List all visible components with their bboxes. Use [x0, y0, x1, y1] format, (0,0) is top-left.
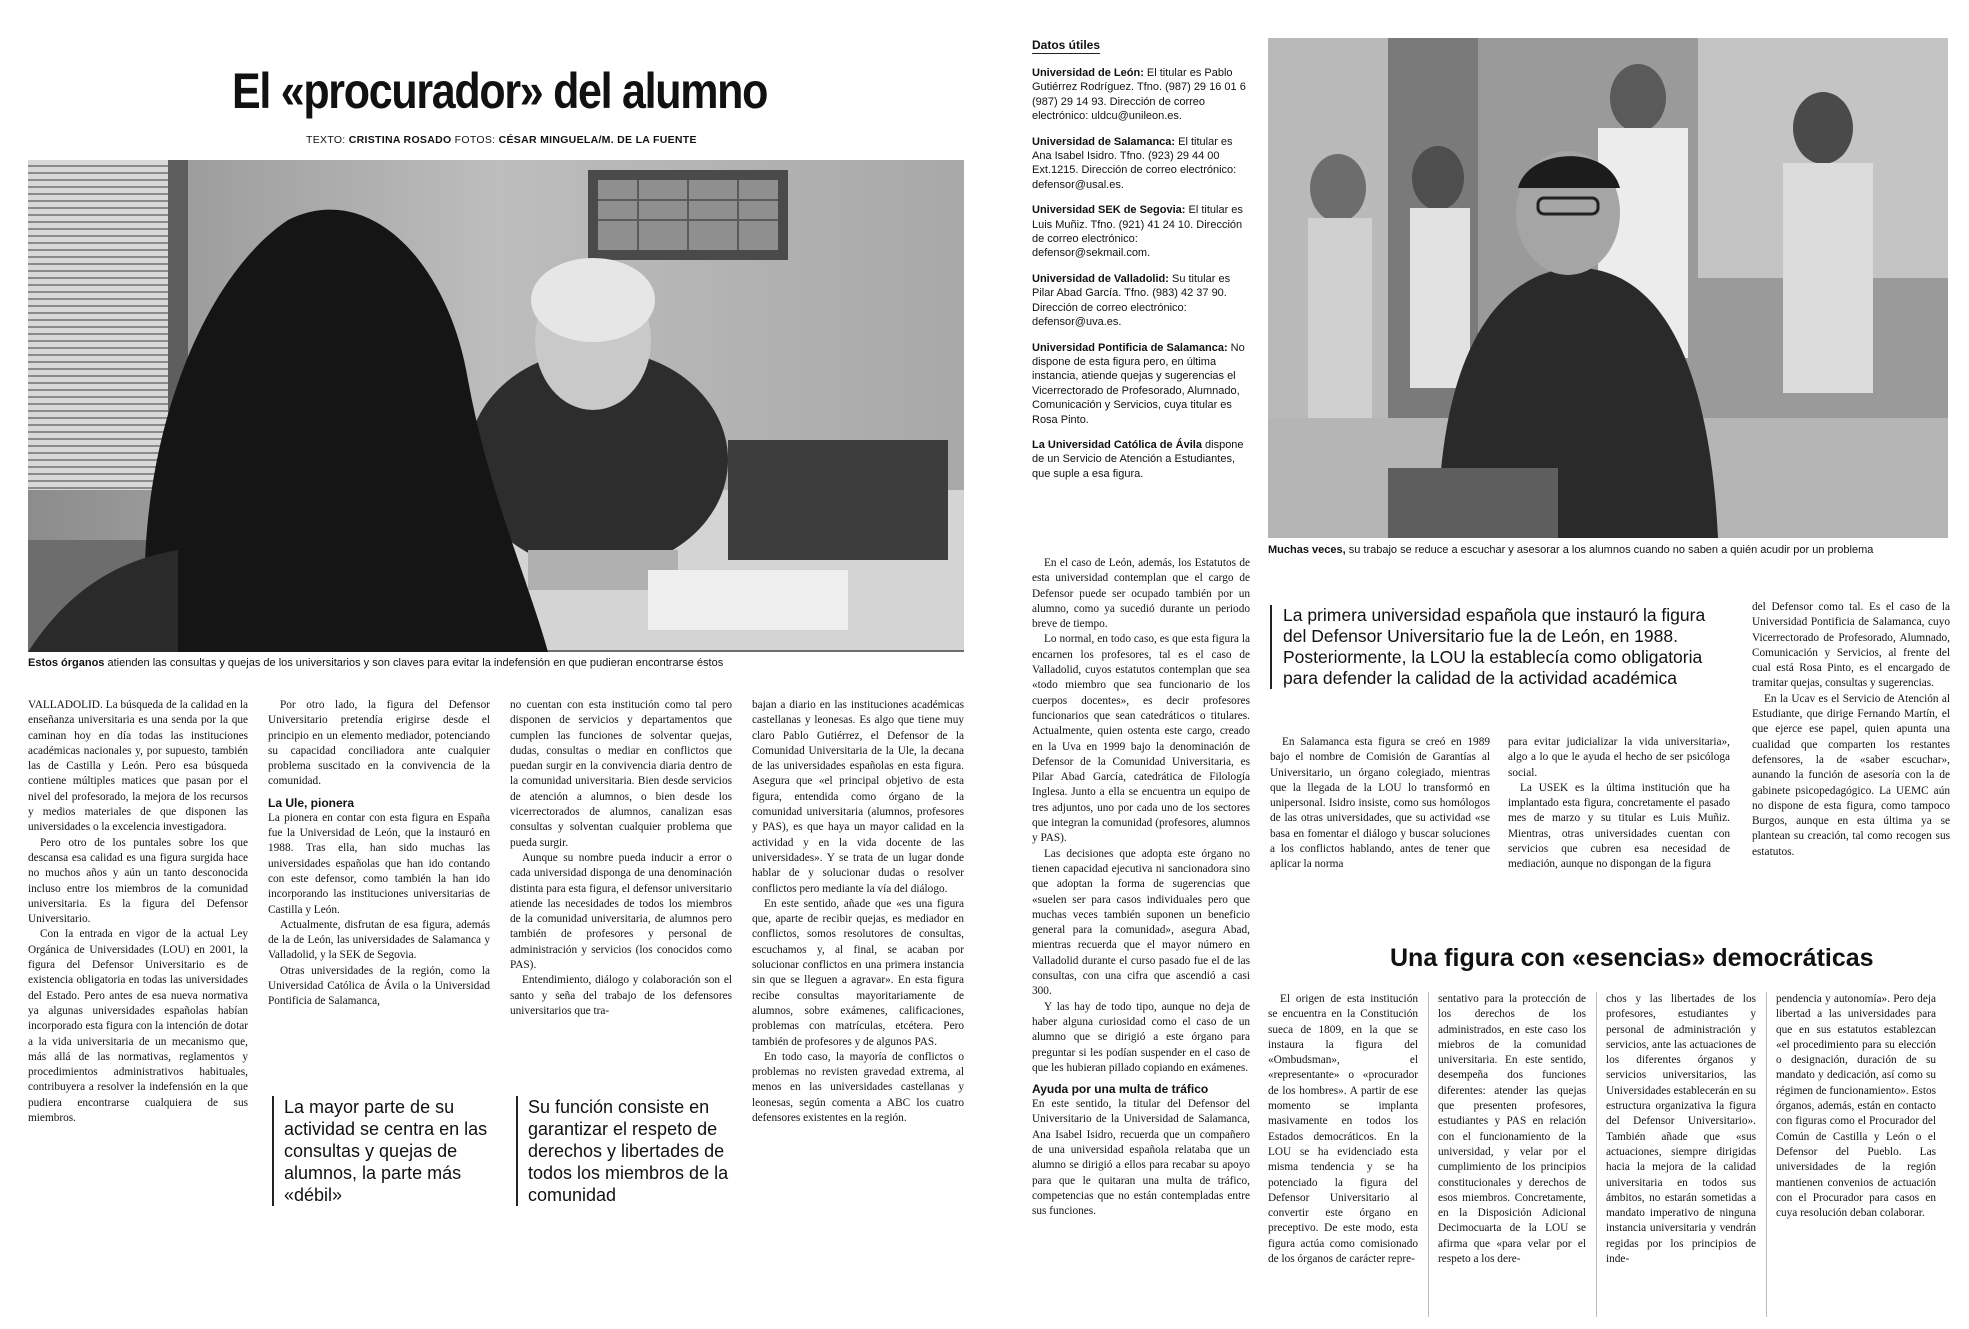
paragraph: Pero otro de los puntales sobre los que descansa esa calidad es una figura surgida hace no muchos años y aún un tanto desconocida incluso entre los miembros de la comunidad universitaria. Es la figura del Defensor Universitario.	[28, 836, 248, 926]
datos-entry-valladolid	[1032, 272, 1250, 330]
right-photo-caption	[1268, 544, 1873, 556]
paragraph: La pionera en contar con esta figura en España fue la Universidad de León, que la instauró en 1988. Tras ella, han sido muchas las universidades españolas que han ido contando con este defensor, como también la han ido incorporando las instituciones universitarias de Castilla y León.	[268, 811, 490, 916]
pull-quote-funcion: Su función consiste en garantizar el respeto de derechos y libertades de todos los miembros de la comunidad	[516, 1096, 742, 1206]
datos-name: Universidad Pontificia de Salamanca:	[1032, 341, 1228, 354]
paragraph: Aunque su nombre pueda inducir a error o cada universidad disponga de una denominación distinta para esta figura, el defensor universitario atiende las necesidades de todos los miembros de la comunidad universitaria, de alumnos pero también de profesores y personal de administración y servicios (los conocidos como PAS).	[510, 851, 732, 972]
paragraph: Otras universidades de la región, como la Universidad Católica de Ávila o la Universidad Pontificia de Salamanca,	[268, 964, 490, 1008]
right-caption-bold: Muchas veces,	[1268, 544, 1346, 556]
paragraph: En este sentido, añade que «es una figura que, aparte de recibir quejas, es mediador en conflictos, somos resolutores de consultas, escuchamos y, al final, se acaban por solucionar conflictos en una primera instancia sin que se lleguen a agravar». En esta figura recibe consultas mayoritariamente de alumnos, sobre exámenes, calificaciones, problemas con matrículas, etcétera. Pero también de profesores y de algunos PAS.	[752, 897, 964, 1048]
datos-utiles-box	[1032, 36, 1250, 492]
right-col-a	[1032, 556, 1250, 1219]
datos-entry-pontificia	[1032, 341, 1250, 427]
paragraph: El origen de esta institución se encuentra en la Constitución sueca de 1809, en la que se instaura la figura del «Ombudsman», el «representante» o «procurador de los hombres». A partir de ese momento se implanta masivamente en todos los Estados democráticos. En la LOU se ha evidenciado esta misma tendencia y se ha potenciado la figura del Defensor Universitario al convertir este órgano en preceptivo. De este modo, esta figura actúa como comisionado de los órganos de carácter repre-	[1268, 993, 1418, 1266]
paragraph: para evitar judicializar la vida universitaria», algo a lo que le ayuda el hecho de ser psicóloga social.	[1508, 736, 1730, 779]
datos-text: No dispone de esta figura pero, en última instancia, atiende quejas y sugerencias el Vicerrectorado de Profesorado, Alumnado, Comunicación y Servicios, cuya titular es Rosa Pinto.	[1032, 341, 1245, 426]
subhead-ule-pionera: La Ule, pionera	[268, 795, 355, 810]
left-col-3	[510, 698, 732, 1019]
datos-name: Universidad SEK de Segovia:	[1032, 204, 1186, 217]
paragraph: Y las hay de todo tipo, aunque no deja de haber alguna curiosidad como el caso de un alumno que se dirigió a este órgano para preguntar si les podían suspender en el caso de que les hubieran pillado copiando en exámenes.	[1032, 1000, 1250, 1074]
column-rule	[1766, 992, 1767, 1317]
paragraph: Actualmente, disfrutan de esa figura, además de la de León, las universidades de Salamanca y Valladolid, y la SEK de Segovia.	[268, 918, 490, 962]
left-col-1	[28, 698, 248, 1126]
esencias-col-4	[1776, 992, 1936, 1221]
left-photo-caption	[28, 657, 723, 669]
datos-text: El titular es Ana Isabel Isidro. Tfno. (923) 29 44 00 Ext.1215. Dirección de correo electrónico: defensor@usal.es.	[1032, 135, 1237, 191]
photo-defensor-with-students	[1268, 38, 1948, 538]
right-col-b	[1270, 735, 1490, 873]
paragraph: VALLADOLID. La búsqueda de la calidad en la enseñanza universitaria es una senda por la que caminan hoy en día todas las instituciones académicas nacionales y, por supuesto, también las de Castilla y León. Pero esa búsqueda contiene múltiples matices que pasan por el nivel del profesorado, la mejora de los recursos y medios materiales de que disponen las universidades o la excelencia investigadora.	[28, 699, 248, 834]
pull-quote-debil: La mayor parte de su actividad se centra en las consultas y quejas de alumnos, la parte más «débil»	[272, 1096, 492, 1206]
byline-texto-author: CRISTINA ROSADO	[348, 134, 452, 146]
paragraph: chos y las libertades de los profesores, estudiantes y personal de administración y servicios, ante las actuaciones de los diferentes órganos y servicios universitarios, las Universidades establecerán en su estructura organizativa la figura del Defensor Universitario». También añade que «sus actuaciones, siempre dirigidas hacia la mejora de la calidad universitaria en todos sus ámbitos, no estarán sometidas a mandato imperativo de ninguna instancia universitaria y vendrán regidas por los principios de inde-	[1606, 993, 1756, 1266]
photo-defensor-illustration	[1268, 38, 1948, 538]
paragraph: Entendimiento, diálogo y colaboración son el santo y seña del trabajo de los defensores universitarios que tra-	[510, 974, 732, 1017]
esencias-col-1	[1268, 992, 1418, 1267]
left-col-4	[752, 698, 964, 1125]
esencias-col-2	[1438, 992, 1586, 1267]
datos-name: Universidad de Salamanca:	[1032, 135, 1176, 148]
right-col-d	[1752, 600, 1950, 860]
paragraph: Las decisiones que adopta este órgano no tienen capacidad ejecutiva ni sancionadora sino que adoptan la forma de sugerencias que «suelen ser para casos individuales pero que muchas veces también suponen un beneficio general para la comunidad», asegura Abad, mientras recuerda que el mayor número en Valladolid durante el curso pasado fue el de las consultas, con una cifra que ascendió a casi 300.	[1032, 847, 1250, 998]
paragraph: La USEK es la última institución que ha implantado esta figura, concretamente el pasado mes de marzo y su titular es Luis Muñiz. Mientras, otras universidades cuentan con servicios que cubren esa necesidad de mediación, aunque no dispongan de la figura	[1508, 781, 1730, 871]
left-col-2	[268, 698, 490, 1010]
left-caption-bold: Estos órganos	[28, 657, 105, 669]
column-rule	[1596, 992, 1597, 1317]
paragraph: bajan a diario en las instituciones académicas castellanas y leonesas. Es algo que tiene muy claro Pablo Gutiérrez, el Defensor de la Comunidad Universitaria de la Ule, la decana de las universidades españolas en esta figura. Asegura que «el principal objetivo de esta figura, entendida como órgano de la comunidad universitaria (alumnos, profesores y PAS), es que haya un mayor calidad en la actividad y en la vida docente de las universidades». Y se trata de un lugar donde hablar de y solucionar dudas o resolver conflictos pero mediante la vía del diálogo.	[752, 699, 964, 895]
byline-fotos-label: FOTOS:	[451, 134, 499, 146]
paragraph: Con la entrada en vigor de la actual Ley Orgánica de Universidades (LOU) en 2001, la figura del Defensor Universitario es de existencia obligatoria en todas las universidades del Estado. Pero antes de esa nueva normativa ya algunas universidades españolas habían incorporado esta figura con la intención de dotar a la vida universitaria de un mecanismo que, más allá de las normativas, reglamentos y procedimientos administrativos habituales, contribuyera a resolver la indefensión en la que pudiera encontrarse cualquiera de sus miembros.	[28, 928, 248, 1125]
datos-text: El titular es Pablo Gutiérrez Rodríguez. Tfno. (987) 29 16 01 6 (987) 29 14 93. Dirección de correo electrónico: uldcu@unileon.es.	[1032, 67, 1246, 123]
esencias-title: Una figura con «esencias» democráticas	[1390, 944, 1874, 972]
paragraph: del Defensor como tal. Es el caso de la Universidad Pontificia de Salamanca, cuyo Vicerrectorado de Profesorado, Alumnado, Comunicación y Servicios, al frente del cual está Rosa Pinto, es el encargado de tramitar quejas, consultas y sugerencias.	[1752, 601, 1950, 690]
datos-text: dispone de un Servicio de Atención a Estudiantes, que suple a esa figura.	[1032, 438, 1244, 480]
left-caption-text: atienden las consultas y quejas de los universitarios y son claves para evitar la indefensión en que pudieran encontrarse éstos	[104, 657, 724, 669]
column-rule	[1428, 992, 1429, 1317]
datos-utiles-title: Datos útiles	[1032, 38, 1101, 52]
paragraph: En la Ucav es el Servicio de Atención al Estudiante, que dirige Fernando Martín, el que ejerce ese papel, quien apunta una cualidad que comparten los restantes defensores, la de «saber escuchar», aunando la función de asesoría con la de gabinete psicopedagógico. La UEMC aún no dispone de esta figura, como tampoco Burgos, aunque en esta última ya se plantean su creación, tal como recogen sus estatutos.	[1752, 692, 1950, 858]
paragraph: sentativo para la protección de los derechos de los administrados, en este caso los miebros de la comunidad universitaria. En este sentido, desempeña dos funciones diferentes: atender las quejas que presenten profesores, estudiantes y PAS en relación con el funcionamiento de la universidad, y velar por el cumplimiento de los principios constitucionales y derechos de esos miembros. Concretamente, en la Disposición Adicional Decimocuarta de la LOU se afirma que «para velar por el respeto a los dere-	[1438, 993, 1586, 1266]
paragraph: En todo caso, la mayoría de conflictos o problemas no revisten gravedad extrema, al menos en las universidades castellanas y leonesas, según comenta a ABC los cuatro defensores existentes en la región.	[752, 1050, 964, 1125]
byline-fotos-author: CÉSAR MINGUELA/M. DE LA FUENTE	[498, 134, 697, 146]
right-caption-text: su trabajo se reduce a escuchar y asesorar a los alumnos cuando no saben a quién acudir por un problema	[1345, 544, 1874, 556]
subhead-multa-trafico: Ayuda por una multa de tráfico	[1032, 1082, 1209, 1097]
paragraph: Por otro lado, la figura del Defensor Universitario pretendía erigirse desde el principio en un elemento mediador, potenciando su capacidad conciliadora ante cualquier problema suscitado en la convivencia de la comunidad.	[268, 699, 490, 788]
datos-entry-catolica	[1032, 438, 1250, 481]
byline-texto-label: TEXTO:	[306, 134, 349, 146]
datos-entry-salamanca	[1032, 135, 1250, 193]
right-col-c	[1508, 735, 1730, 873]
datos-text: El titular es Luis Muñiz. Tfno. (921) 41 24 10. Dirección de correo electrónico: defensor@sekmail.com.	[1032, 204, 1243, 260]
byline	[306, 134, 697, 146]
highlight-leon-pionera: La primera universidad española que instauró la figura del Defensor Universitario fue la de León, en 1988. Posteriormente, la LOU la establecía como obligatoria para defender la calidad de la actividad académica	[1270, 605, 1721, 689]
photo-office-meeting-illustration	[28, 160, 964, 652]
paragraph: Lo normal, en todo caso, es que esta figura la encarnen los profesores, tal es el caso de Valladolid, cuyos estatutos contemplan que sea «todo miembro que sea funcionario de los cuerpos docentes», es decir profesores funcionarios que sean catedráticos o titulares. Actualmente, quien ostenta este cargo, creado en la Uva en 1999 bajo la denominación de Defensor de la Comunidad Universitaria, es Pilar Abad García, catedrática de Filología Inglesa. Junto a ella se encuentra un equipo de tres adjuntos, uno por cada uno de los sectores que integran la comunidad (profesores, alumnos y PAS).	[1032, 633, 1250, 845]
datos-name: La Universidad Católica de Ávila	[1032, 438, 1202, 451]
paragraph: En este sentido, la titular del Defensor del Universitario de la Universidad de Salamanca, Ana Isabel Isidro, recuerda que un compañero de una universidad española relataba que un alumno se dirigió a ellos para recabar su apoyo para que le quitaran una multa de tráfico, competencias que no están contempladas entre sus funciones.	[1032, 1098, 1250, 1218]
paragraph: pendencia y autonomía». Pero deja libertad a las universidades para que en sus estatutos establezcan «el procedimiento para su elección o designación, duración de su mandato y dedicación, así como su régimen de funcionamiento». Estos órganos, además, están en contacto con figuras como el Procurador del Común de Castilla y León o el Defensor del Pueblo. Las universidades de la región mantienen convenios de actuación con el Procurador para casos en cuya resolución deban colaborar.	[1776, 993, 1936, 1220]
datos-name: Universidad de León:	[1032, 67, 1144, 79]
datos-entry-leon	[1032, 66, 1250, 124]
headline: El «procurador» del alumno	[232, 63, 768, 119]
esencias-col-3	[1606, 992, 1756, 1267]
datos-entry-sek	[1032, 203, 1250, 261]
paragraph: no cuentan con esta institución como tal pero disponen de servicios y departamentos que cumplen las funciones de solventar quejas, dudas, consultas o mediar en conflictos que puedan surgir en la convivencia diaria dentro de la comunidad universitaria. Bien desde servicios de atención a alumnos, o bien desde los vicerrectorados de alumnos, canalizan esas consultas y solventan cualquier problema que pueda surgir.	[510, 699, 732, 849]
paragraph: En Salamanca esta figura se creó en 1989 bajo el nombre de Comisión de Garantías al Universitario, un órgano colegiado, mientras que la llegada de la LOU lo transformó en unipersonal. Isidro insiste, como sus homólogos de las otras universidades, que su actividad «se basa en fomentar el diálogo y buscar soluciones a los conflictos hablando, antes de tener que aplicar la norma	[1270, 736, 1490, 871]
datos-text: Su titular es Pilar Abad García. Tfno. (983) 42 37 90. Dirección de correo electrónico: defensor@uva.es.	[1032, 272, 1231, 329]
paragraph: En el caso de León, además, los Estatutos de esta universidad contemplan que el cargo de Defensor puede ser ocupado también por un alumno, como ya sucedió durante un periodo breve de tiempo.	[1032, 557, 1250, 631]
datos-name: Universidad de Valladolid:	[1032, 272, 1169, 285]
photo-office-meeting	[28, 160, 964, 652]
